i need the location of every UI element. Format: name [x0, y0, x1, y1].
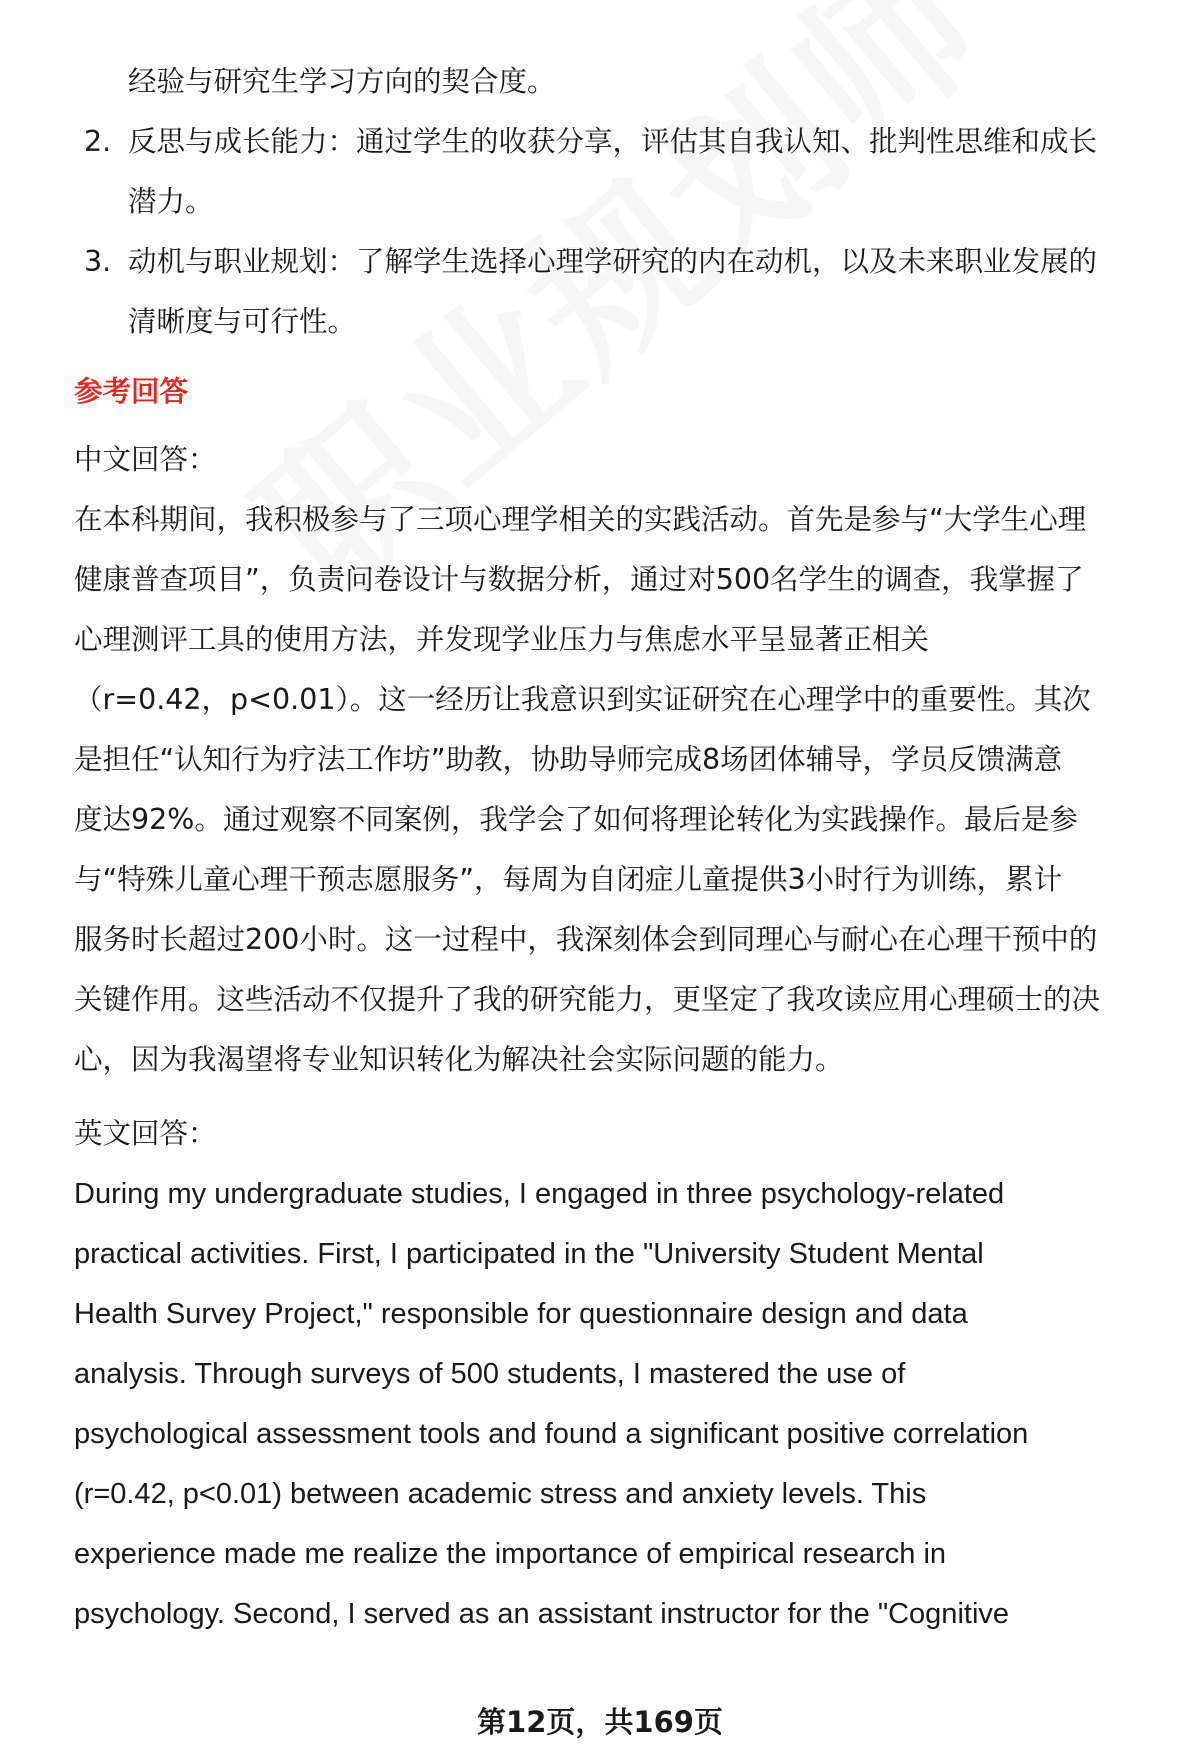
paragraph-line: 关键作用。这些活动不仅提升了我的研究能力，更坚定了我攻读应用心理硕士的决	[74, 983, 1101, 1016]
content	[74, 52, 1154, 1644]
paragraph-line: psychology. Second, I served as an assistant instructor for the "Cognitive	[74, 1598, 1010, 1630]
paragraph-line: analysis. Through surveys of 500 students, I mastered the use of	[74, 1358, 906, 1390]
english-answer-paragraph	[74, 1164, 1154, 1644]
chinese-answer-label: 中文回答：	[74, 443, 217, 476]
paragraph-line: 健康普查项目”，负责问卷设计与数据分析，通过对500名学生的调查，我掌握了	[74, 563, 1084, 596]
paragraph-line: （r=0.42，p<0.01）。这一经历让我意识到实证研究在心理学中的重要性。其次	[74, 683, 1091, 716]
criteria-item	[74, 112, 1154, 232]
paragraph-line: psychological assessment tools and found a significant positive correlation	[74, 1418, 1029, 1450]
item-line: 动机与职业规划：了解学生选择心理学研究的内在动机，以及未来职业发展的	[128, 245, 1098, 278]
paragraph-line: practical activities. First, I participated in the "University Student Mental	[74, 1238, 984, 1270]
criteria-continuation: 经验与研究生学习方向的契合度。	[128, 65, 556, 98]
paragraph-line: 心理测评工具的使用方法，并发现学业压力与焦虑水平呈显著正相关	[74, 623, 930, 656]
page-number-footer: 第12页，共169页	[477, 1705, 723, 1739]
section-heading: 参考回答	[74, 375, 189, 408]
paragraph-line: Health Survey Project," responsible for questionnaire design and data	[74, 1298, 968, 1330]
item-line: 潜力。	[128, 185, 214, 218]
paragraph-line: 服务时长超过200小时。这一过程中，我深刻体会到同理心与耐心在心理干预中的	[74, 923, 1098, 956]
paragraph-line: 与“特殊儿童心理干预志愿服务”，每周为自闭症儿童提供3小时行为训练，累计	[74, 863, 1063, 896]
english-answer-label: 英文回答：	[74, 1117, 217, 1150]
criteria-item	[74, 232, 1154, 352]
item-line: 清晰度与可行性。	[128, 305, 357, 338]
paragraph-line: 心，因为我渴望将专业知识转化为解决社会实际问题的能力。	[74, 1043, 844, 1076]
paragraph-line: (r=0.42, p<0.01) between academic stress and anxiety levels. This	[74, 1478, 927, 1510]
paragraph-line: 是担任“认知行为疗法工作坊”助教，协助导师完成8场团体辅导，学员反馈满意	[74, 743, 1063, 776]
paragraph-line: experience made me realize the importance of empirical research in	[74, 1538, 947, 1570]
chinese-answer-paragraph	[74, 490, 1154, 1090]
item-number: 3.	[84, 245, 112, 278]
paragraph-line: 度达92%。通过观察不同案例，我学会了如何将理论转化为实践操作。最后是参	[74, 803, 1078, 836]
paragraph-line: 在本科期间，我积极参与了三项心理学相关的实践活动。首先是参与“大学生心理	[74, 503, 1087, 536]
item-number: 2.	[84, 125, 112, 158]
item-line: 反思与成长能力：通过学生的收获分享，评估其自我认知、批判性思维和成长	[128, 125, 1098, 158]
paragraph-line: During my undergraduate studies, I engaged in three psychology-related	[74, 1178, 1005, 1210]
